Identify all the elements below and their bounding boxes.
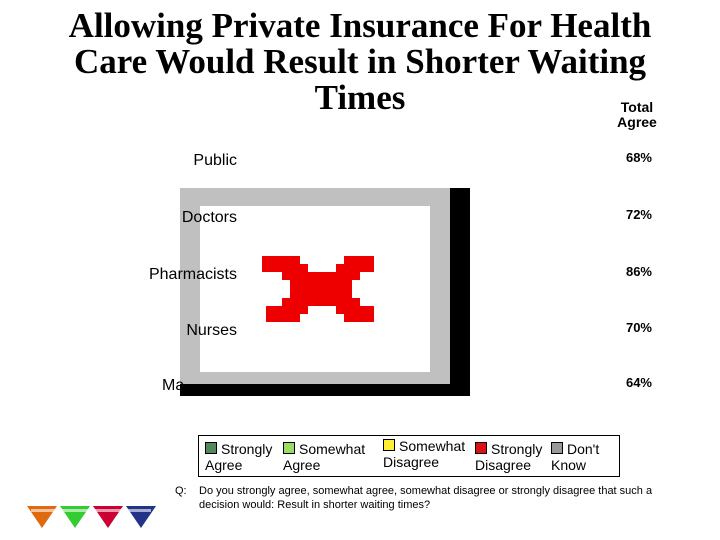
legend-swatch	[475, 442, 487, 454]
value-label: 72%	[625, 207, 652, 222]
legend-label: Somewhat Disagree	[383, 438, 466, 470]
question-text: Do you strongly agree, somewhat agree, somewhat disagree or strongly disagree that such a decision would: Result in shorter waiting times?	[199, 485, 653, 511]
legend-item-somewhat-disagree	[383, 438, 469, 470]
logo-stripe	[31, 509, 151, 512]
legend-item-strongly-disagree	[475, 441, 557, 473]
chart-title: Allowing Private Insurance For Health Care Would Result in Shorter Waiting Times	[68, 6, 652, 117]
category-label: Nurses	[186, 322, 237, 339]
value-label: 86%	[625, 264, 652, 279]
company-logo	[27, 506, 157, 532]
total-agree-header: Total Agree	[617, 99, 657, 130]
value-label: 64%	[625, 375, 652, 390]
legend-label: Don't Know	[551, 441, 600, 473]
legend-item-somewhat-agree	[283, 441, 367, 473]
legend-item-dont-know	[551, 441, 615, 473]
value-label: 70%	[625, 320, 652, 335]
legend-label: Somewhat Agree	[283, 441, 366, 473]
value-label: 68%	[625, 150, 652, 165]
legend-swatch	[551, 442, 563, 454]
legend-item-strongly-agree	[205, 441, 275, 473]
legend-label: Strongly Agree	[205, 441, 273, 473]
legend-swatch	[283, 442, 295, 454]
legend	[198, 435, 620, 477]
category-label: Doctors	[181, 209, 237, 226]
legend-swatch	[205, 442, 217, 454]
category-label: Public	[193, 152, 237, 169]
category-label: Ma	[162, 377, 185, 394]
legend-swatch	[383, 439, 395, 451]
category-label: Pharmacists	[148, 266, 237, 283]
question-prefix: Q:	[175, 485, 187, 497]
legend-label: Strongly Disagree	[475, 441, 543, 473]
